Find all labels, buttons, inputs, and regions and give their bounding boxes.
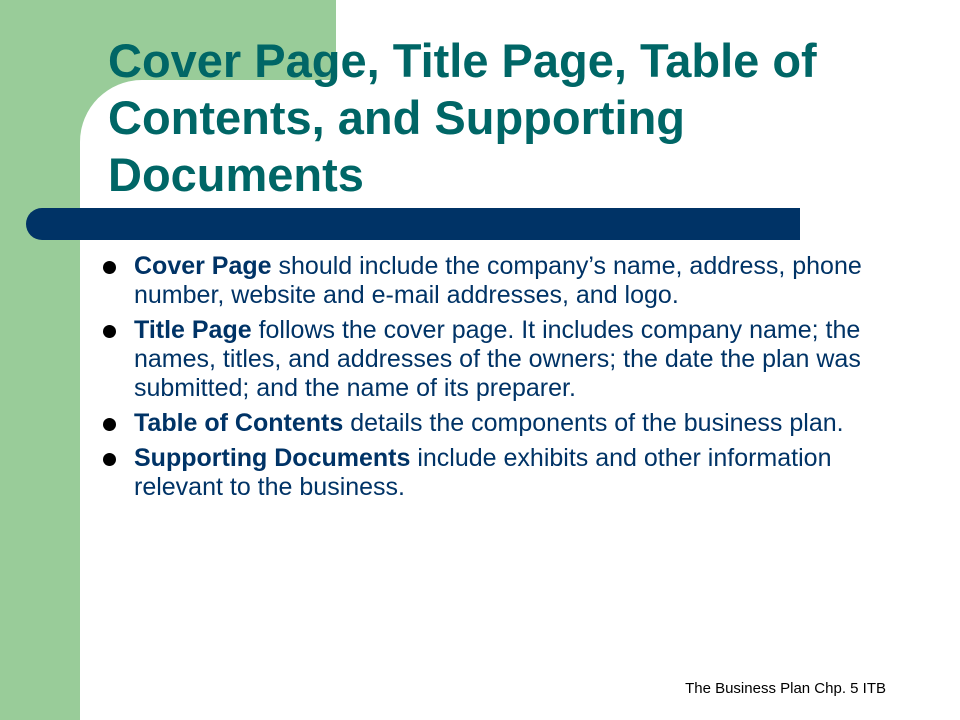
bullet-dot-icon bbox=[103, 325, 116, 338]
bullet-text: details the components of the business plan. bbox=[343, 409, 844, 437]
bullet-term: Table of Contents bbox=[134, 409, 344, 437]
bullet-text: include exhibits and other information relevant to the business. bbox=[134, 444, 832, 501]
bullet-item-supporting-documents bbox=[100, 444, 900, 502]
bullet-term: Cover Page bbox=[134, 252, 272, 280]
bullet-term: Supporting Documents bbox=[134, 444, 411, 472]
slide-footer: The Business Plan Chp. 5 ITB bbox=[685, 680, 886, 697]
bullet-item-cover-page bbox=[100, 252, 900, 310]
bullet-dot-icon bbox=[103, 418, 116, 431]
bullet-text: should include the company’s name, address, phone number, website and e-mail addresses, and logo. bbox=[134, 252, 862, 309]
green-sidebar-strip bbox=[0, 0, 80, 720]
bullet-item-table-of-contents bbox=[100, 409, 900, 438]
slide-title: Cover Page, Title Page, Table of Contents, and Supporting Documents bbox=[108, 34, 817, 201]
title-underline-bar bbox=[26, 208, 800, 240]
bullet-dot-icon bbox=[103, 261, 116, 274]
bullet-dot-icon bbox=[103, 453, 116, 466]
bullet-term: Title Page bbox=[134, 316, 252, 344]
bullet-list bbox=[100, 252, 900, 508]
bullet-text: follows the cover page. It includes company name; the names, titles, and addresses of the owners; the date the plan was submitted; and the name of its preparer. bbox=[134, 316, 861, 402]
bullet-item-title-page bbox=[100, 316, 900, 403]
